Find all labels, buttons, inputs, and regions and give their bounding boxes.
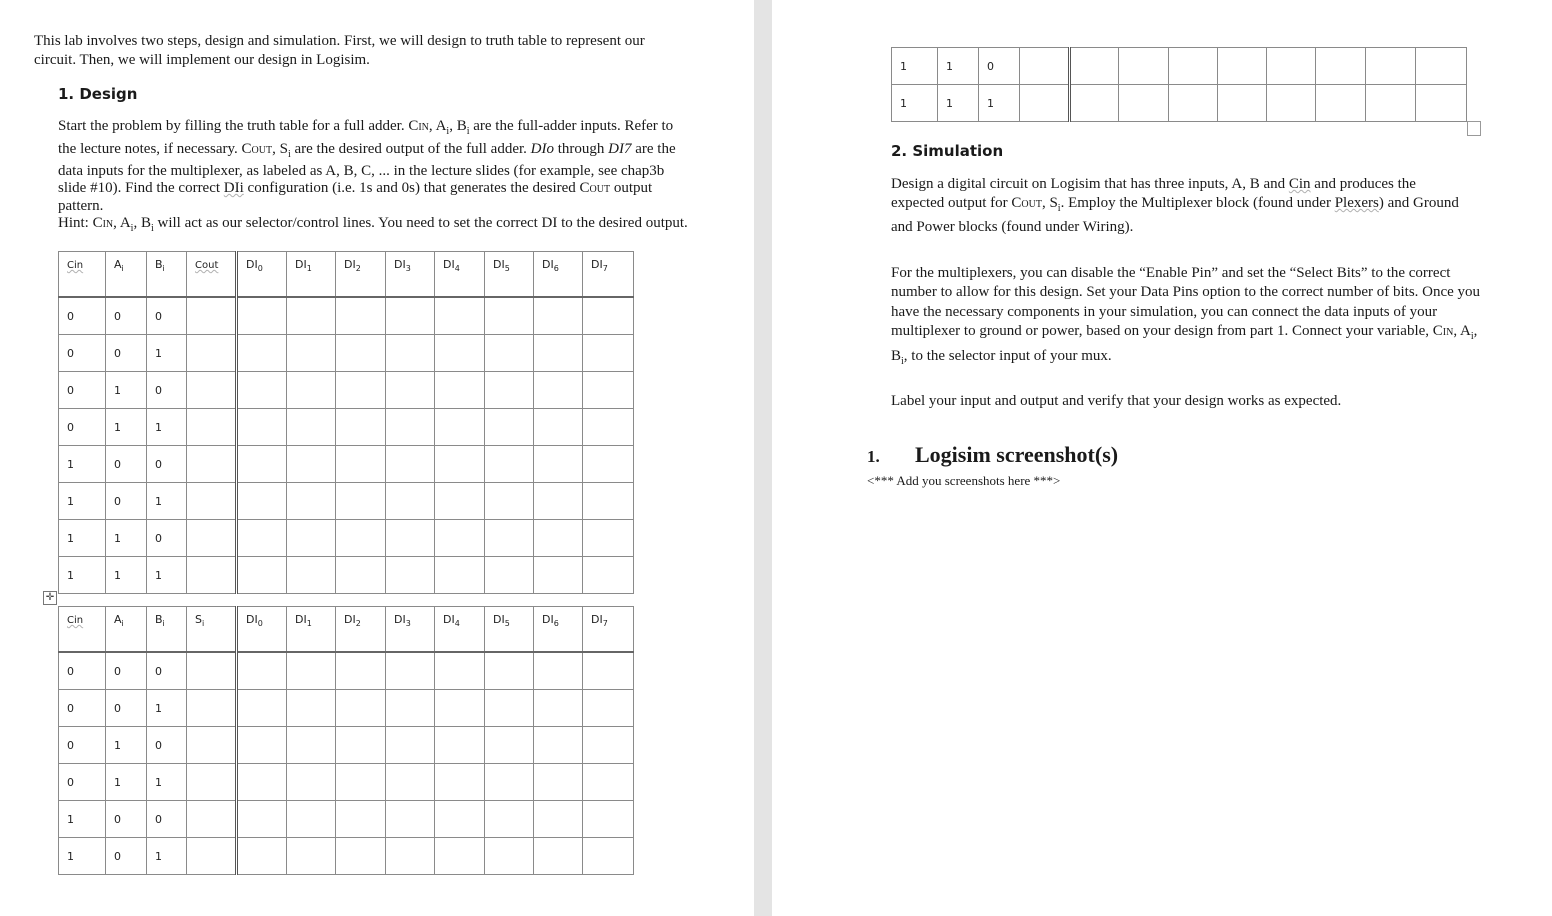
editable-cell[interactable] [1119,85,1169,122]
input-cell: 1 [147,335,187,372]
simulation-paragraph-3: Label your input and output and verify that your design works as expected. [891,393,1342,409]
input-cell: 1 [106,727,147,764]
input-cell: 1 [59,520,106,557]
simulation-paragraph-1: Design a digital circuit on Logisim that has three inputs, A, B and Cin and produces the expected output for COUT, $S_i$. Employ the Multiplexer block (found under Plexers) and Ground and Power blocks (found under Wiring). [891,176,1459,235]
input-cell: 0 [59,764,106,801]
input-cell: 1 [892,85,938,122]
editable-cell[interactable] [534,652,583,690]
editable-cell[interactable] [435,520,485,557]
editable-cell[interactable] [386,297,435,335]
header-cell-bi: $B_i$ [147,252,187,298]
editable-cell[interactable] [1169,85,1218,122]
editable-cell[interactable] [287,483,336,520]
header-cell-di7: $DI_7$ [583,252,634,298]
header-cell-di0: $DI_0$ [237,607,287,653]
editable-cell[interactable] [583,483,634,520]
editable-cell[interactable] [237,409,287,446]
header-cell-ai: $A_i$ [106,252,147,298]
editable-cell[interactable] [583,727,634,764]
table-row [59,409,634,446]
table-row [59,764,634,801]
editable-cell[interactable] [435,557,485,594]
editable-cell[interactable] [287,520,336,557]
editable-cell[interactable] [386,446,435,483]
simulation-paragraph-2: For the multiplexers, you can disable the “Enable Pin” and set the “Select Bits” to the correct number to allow for this design. Set your Data Pins option to the correct number of bits. Once you have the necessary components in your simulation, you can connect the data inputs of your multiplexer to ground or power, based on your design from part 1. Connect your variable, CIN, $A_i$, $B_i$, to the selector input of your mux. [891,265,1481,367]
editable-cell[interactable] [187,652,237,690]
editable-cell[interactable] [187,297,237,335]
header-cell-di2: $DI_2$ [336,252,386,298]
editable-cell[interactable] [435,727,485,764]
editable-cell[interactable] [435,764,485,801]
editable-cell[interactable] [386,409,435,446]
editable-cell[interactable] [534,483,583,520]
input-cell: 0 [147,727,187,764]
header-cell-ai: $A_i$ [106,607,147,653]
header-cell-cout: Cout [187,252,237,298]
table-row [59,520,634,557]
table-resize-handle[interactable] [1467,121,1481,136]
editable-cell[interactable] [187,690,237,727]
editable-cell[interactable] [583,801,634,838]
editable-cell[interactable] [1020,85,1070,122]
editable-cell[interactable] [583,520,634,557]
header-cell-di0: $DI_0$ [237,252,287,298]
input-cell: 0 [59,652,106,690]
editable-cell[interactable] [187,727,237,764]
editable-cell[interactable] [336,409,386,446]
editable-cell[interactable] [237,801,287,838]
intro-paragraph: This lab involves two steps, design and simulation. First, we will design to truth table to represent our circuit. Then, we will implement our design in Logisim. [34,33,645,68]
truth-table-sum-continued [891,47,1467,122]
input-cell: 0 [106,690,147,727]
logisim-screenshots-heading: 1. Logisim screenshot(s) [867,442,1119,467]
editable-cell[interactable] [485,838,534,875]
design-heading: 1. Design [58,85,138,103]
editable-cell[interactable] [435,652,485,690]
editable-cell[interactable] [583,297,634,335]
editable-cell[interactable] [1316,48,1366,85]
editable-cell[interactable] [187,764,237,801]
input-cell: 0 [147,520,187,557]
input-cell: 0 [106,483,147,520]
editable-cell[interactable] [485,409,534,446]
editable-cell[interactable] [237,446,287,483]
editable-cell[interactable] [1218,85,1267,122]
simulation-heading: 2. Simulation [891,142,1004,160]
editable-cell[interactable] [485,652,534,690]
input-cell: 1 [106,372,147,409]
table-row [59,690,634,727]
input-cell: 1 [892,48,938,85]
editable-cell[interactable] [534,297,583,335]
editable-cell[interactable] [435,446,485,483]
editable-cell[interactable] [386,372,435,409]
table-row [59,335,634,372]
editable-cell[interactable] [485,557,534,594]
truth-table-sum [58,606,634,875]
editable-cell[interactable] [485,690,534,727]
input-cell: 1 [59,838,106,875]
table-row [59,652,634,690]
editable-cell[interactable] [435,335,485,372]
editable-cell[interactable] [583,557,634,594]
editable-cell[interactable] [336,801,386,838]
editable-cell[interactable] [435,409,485,446]
input-cell: 0 [106,652,147,690]
editable-cell[interactable] [534,727,583,764]
table-row [59,372,634,409]
header-cell-di3: $DI_3$ [386,252,435,298]
editable-cell[interactable] [336,520,386,557]
editable-cell[interactable] [1119,48,1169,85]
editable-cell[interactable] [287,557,336,594]
editable-cell[interactable] [336,446,386,483]
input-cell: 0 [147,801,187,838]
input-cell: 1 [106,764,147,801]
input-cell: 0 [59,690,106,727]
editable-cell[interactable] [1218,48,1267,85]
table-row [59,297,634,335]
input-cell: 0 [979,48,1020,85]
editable-cell[interactable] [1169,48,1218,85]
table-row [59,483,634,520]
page-gutter [754,0,772,916]
input-cell: 1 [147,483,187,520]
input-cell: 1 [938,48,979,85]
editable-cell[interactable] [287,838,336,875]
input-cell: 1 [147,409,187,446]
editable-cell[interactable] [336,838,386,875]
editable-cell[interactable] [336,557,386,594]
input-cell: 1 [59,446,106,483]
editable-cell[interactable] [583,446,634,483]
editable-cell[interactable] [485,520,534,557]
editable-cell[interactable] [534,557,583,594]
editable-cell[interactable] [237,297,287,335]
header-cell-di4: $DI_4$ [435,607,485,653]
editable-cell[interactable] [187,801,237,838]
editable-cell[interactable] [187,446,237,483]
header-cell-di4: $DI_4$ [435,252,485,298]
editable-cell[interactable] [583,372,634,409]
editable-cell[interactable] [237,372,287,409]
editable-cell[interactable] [386,727,435,764]
editable-cell[interactable] [287,372,336,409]
editable-cell[interactable] [287,690,336,727]
editable-cell[interactable] [287,335,336,372]
input-cell: 1 [147,557,187,594]
input-cell: 1 [106,557,147,594]
editable-cell[interactable] [534,764,583,801]
editable-cell[interactable] [485,727,534,764]
input-cell: 0 [59,727,106,764]
editable-cell[interactable] [534,446,583,483]
editable-cell[interactable] [237,652,287,690]
editable-cell[interactable] [237,727,287,764]
editable-cell[interactable] [237,690,287,727]
editable-cell[interactable] [485,372,534,409]
editable-cell[interactable] [1070,85,1119,122]
editable-cell[interactable] [1267,48,1316,85]
input-cell: 0 [106,838,147,875]
input-cell: 1 [147,838,187,875]
editable-cell[interactable] [1416,85,1467,122]
header-cell-di6: $DI_6$ [534,607,583,653]
input-cell: 0 [147,446,187,483]
editable-cell[interactable] [1267,85,1316,122]
editable-cell[interactable] [287,409,336,446]
table-header-row [59,607,634,653]
editable-cell[interactable] [1416,48,1467,85]
table-row [892,85,1467,122]
table-row [892,48,1467,85]
editable-cell[interactable] [1070,48,1119,85]
header-cell-di5: $DI_5$ [485,607,534,653]
input-cell: 1 [59,557,106,594]
header-cell-si: $S_i$ [187,607,237,653]
editable-cell[interactable] [583,409,634,446]
editable-cell[interactable] [287,764,336,801]
editable-cell[interactable] [485,483,534,520]
editable-cell[interactable] [336,297,386,335]
editable-cell[interactable] [336,335,386,372]
editable-cell[interactable] [485,764,534,801]
header-cell-di3: $DI_3$ [386,607,435,653]
header-cell-cin: Cin [59,252,106,298]
editable-cell[interactable] [583,838,634,875]
input-cell: 1 [147,764,187,801]
editable-cell[interactable] [386,483,435,520]
screenshot-placeholder[interactable]: <*** Add you screenshots here ***> [867,473,1061,488]
design-instructions: Start the problem by filling the truth table for a full adder. CIN, $A_i$, $B_i$ are the full-adder inputs. Refer to the lecture notes, if necessary. COUT, $S_i$ are the desired output of the full adder. DIo through DI7 are the data inputs for the multiplexer, as labeled as A, B, C, ... in the lecture slides (for example, see chap3b slide #10). Find the correct DIi configuration (i.e. 1s and 0s) that generates the desired COUT output pattern. Hint: CIN, $A_i$, $B_i$ will act as our selector/control lines. You need to set the correct DI to the desired output. [58,118,688,234]
header-cell-di5: $DI_5$ [485,252,534,298]
input-cell: 1 [147,690,187,727]
editable-cell[interactable] [435,838,485,875]
header-cell-di2: $DI_2$ [336,607,386,653]
editable-cell[interactable] [583,764,634,801]
table-header-row [59,252,634,298]
editable-cell[interactable] [1366,48,1416,85]
editable-cell[interactable] [336,727,386,764]
editable-cell[interactable] [386,690,435,727]
editable-cell[interactable] [237,520,287,557]
editable-cell[interactable] [287,801,336,838]
editable-cell[interactable] [237,764,287,801]
editable-cell[interactable] [287,297,336,335]
editable-cell[interactable] [435,372,485,409]
editable-cell[interactable] [534,335,583,372]
editable-cell[interactable] [1020,48,1070,85]
header-cell-bi: $B_i$ [147,607,187,653]
editable-cell[interactable] [485,446,534,483]
editable-cell[interactable] [187,335,237,372]
header-cell-cin: Cin [59,607,106,653]
table-move-handle-icon[interactable]: ✛ [43,591,57,605]
document-page-right [772,0,1552,916]
truth-table-cout [58,251,634,594]
input-cell: 0 [106,335,147,372]
input-cell: 0 [59,335,106,372]
editable-cell[interactable] [386,838,435,875]
editable-cell[interactable] [485,335,534,372]
editable-cell[interactable] [237,483,287,520]
input-cell: 0 [147,372,187,409]
input-cell: 0 [59,372,106,409]
editable-cell[interactable] [534,372,583,409]
editable-cell[interactable] [237,838,287,875]
editable-cell[interactable] [287,446,336,483]
editable-cell[interactable] [187,557,237,594]
editable-cell[interactable] [187,409,237,446]
editable-cell[interactable] [1316,85,1366,122]
editable-cell[interactable] [336,764,386,801]
table-row [59,727,634,764]
table-row [59,838,634,875]
editable-cell[interactable] [336,652,386,690]
editable-cell[interactable] [187,483,237,520]
editable-cell[interactable] [336,372,386,409]
editable-cell[interactable] [386,764,435,801]
editable-cell[interactable] [287,727,336,764]
header-cell-di1: $DI_1$ [287,252,336,298]
editable-cell[interactable] [386,520,435,557]
editable-cell[interactable] [485,297,534,335]
editable-cell[interactable] [386,652,435,690]
editable-cell[interactable] [534,409,583,446]
editable-cell[interactable] [336,483,386,520]
header-cell-di1: $DI_1$ [287,607,336,653]
input-cell: 0 [106,446,147,483]
input-cell: 1 [979,85,1020,122]
header-cell-di6: $DI_6$ [534,252,583,298]
input-cell: 1 [59,483,106,520]
input-cell: 0 [59,297,106,335]
editable-cell[interactable] [187,520,237,557]
input-cell: 1 [938,85,979,122]
editable-cell[interactable] [534,838,583,875]
editable-cell[interactable] [435,801,485,838]
editable-cell[interactable] [386,557,435,594]
editable-cell[interactable] [435,690,485,727]
editable-cell[interactable] [1366,85,1416,122]
editable-cell[interactable] [485,801,534,838]
editable-cell[interactable] [534,690,583,727]
editable-cell[interactable] [435,483,485,520]
editable-cell[interactable] [386,801,435,838]
editable-cell[interactable] [187,372,237,409]
input-cell: 0 [147,652,187,690]
input-cell: 1 [106,409,147,446]
editable-cell[interactable] [534,801,583,838]
editable-cell[interactable] [583,690,634,727]
editable-cell[interactable] [583,335,634,372]
editable-cell[interactable] [534,520,583,557]
editable-cell[interactable] [336,690,386,727]
input-cell: 1 [106,520,147,557]
editable-cell[interactable] [386,335,435,372]
header-cell-di7: $DI_7$ [583,607,634,653]
table-row [59,801,634,838]
editable-cell[interactable] [583,652,634,690]
editable-cell[interactable] [435,297,485,335]
document-page-left [0,0,754,916]
editable-cell[interactable] [237,557,287,594]
table-row [59,557,634,594]
input-cell: 1 [59,801,106,838]
input-cell: 0 [147,297,187,335]
input-cell: 0 [106,297,147,335]
input-cell: 0 [59,409,106,446]
table-row [59,446,634,483]
editable-cell[interactable] [187,838,237,875]
editable-cell[interactable] [287,652,336,690]
input-cell: 0 [106,801,147,838]
editable-cell[interactable] [237,335,287,372]
